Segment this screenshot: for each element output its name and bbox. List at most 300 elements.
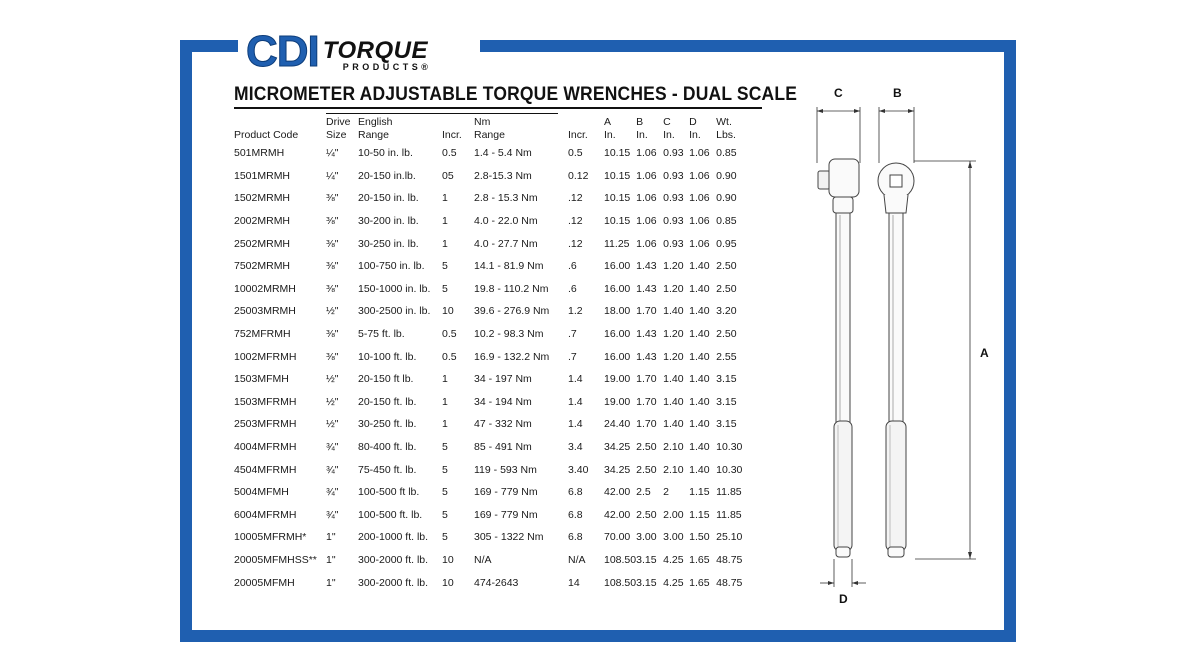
- table-cell: 1.65: [689, 553, 710, 566]
- title-rule: [234, 107, 762, 109]
- table-cell: 3.15: [716, 373, 737, 386]
- table-cell: 0.93: [663, 237, 684, 250]
- dim-d-label: D: [839, 592, 848, 606]
- table-cell: 0.85: [716, 215, 737, 228]
- column-header-top: Drive: [326, 116, 351, 128]
- table-row: [234, 278, 746, 301]
- table-cell: 3.20: [716, 305, 737, 318]
- table-cell: 3.40: [568, 463, 589, 476]
- table-cell: 3.00: [636, 531, 657, 544]
- table-cell: 300-2000 ft. lb.: [358, 553, 429, 566]
- table-row: [234, 165, 746, 188]
- table-cell: ¾": [326, 441, 339, 454]
- table-cell: 20-150 ft lb.: [358, 373, 414, 386]
- dim-a-arrow-top: [968, 161, 972, 168]
- table-cell: 1.43: [636, 350, 657, 363]
- column-header-bottom: In.: [604, 129, 616, 141]
- table-cell: ⅜": [326, 350, 339, 363]
- table-row: [234, 413, 746, 436]
- table-cell: 2.8 - 15.3 Nm: [474, 192, 538, 205]
- table-cell: 1.40: [689, 328, 710, 341]
- table-cell: 1.70: [636, 395, 657, 408]
- table-row: [234, 232, 746, 255]
- table-cell: .6: [568, 282, 577, 295]
- table-cell: 1.2: [568, 305, 583, 318]
- dim-c-arrow-right: [854, 109, 860, 113]
- logo-brand: CDI: [246, 27, 319, 76]
- table-cell: 1.15: [689, 508, 710, 521]
- table-cell: 5: [442, 260, 448, 273]
- dim-a-arrow-bottom: [968, 552, 972, 559]
- table-cell: 1: [442, 395, 448, 408]
- table-cell: 19.8 - 110.2 Nm: [474, 282, 549, 295]
- column-header: [604, 112, 636, 142]
- table-cell: 5: [442, 282, 448, 295]
- table-cell: 11.85: [716, 508, 742, 521]
- table-cell: 1.4: [568, 395, 583, 408]
- logo-sub: PRODUCTS®: [342, 62, 432, 72]
- table-cell: 0.93: [663, 147, 684, 160]
- table-cell: 20-150 ft. lb.: [358, 395, 417, 408]
- table-cell: N/A: [568, 553, 586, 566]
- table-cell: 3.15: [716, 418, 737, 431]
- table-cell: 1.70: [636, 373, 657, 386]
- table-cell: 16.00: [604, 350, 631, 363]
- column-header-top: D: [689, 116, 697, 128]
- table-cell: 30-200 in. lb.: [358, 215, 419, 228]
- table-cell: ¾": [326, 508, 339, 521]
- table-cell: 48.75: [716, 576, 743, 589]
- table-cell: 70.00: [604, 531, 631, 544]
- table-cell: 200-1000 ft. lb.: [358, 531, 429, 544]
- table-cell: 4.0 - 27.7 Nm: [474, 237, 538, 250]
- table-cell: 2.55: [716, 350, 737, 363]
- table-cell: 1.06: [636, 192, 657, 205]
- table-cell: 3.15: [636, 576, 657, 589]
- column-header-bottom: Size: [326, 129, 347, 141]
- table-cell: 1.20: [663, 350, 684, 363]
- table-cell: 1.15: [689, 486, 710, 499]
- table-cell: 16.00: [604, 260, 631, 273]
- table-row: [234, 571, 746, 594]
- table-cell: 3.15: [636, 553, 657, 566]
- table-cell: 1.20: [663, 282, 684, 295]
- table-cell: 10.15: [604, 169, 631, 182]
- table-cell: .12: [568, 237, 583, 250]
- table-cell: 14: [568, 576, 580, 589]
- table-cell: 2.50: [636, 463, 657, 476]
- table-cell: 30-250 in. lb.: [358, 237, 419, 250]
- column-header-bottom: Range: [474, 129, 505, 141]
- table-cell: 5: [442, 486, 448, 499]
- table-cell: 150-1000 in. lb.: [358, 282, 431, 295]
- table-cell: 1.43: [636, 260, 657, 273]
- table-cell: 10002MRMH: [234, 282, 296, 295]
- dim-b-label: B: [893, 86, 902, 100]
- column-header: [568, 112, 604, 142]
- table-cell: 4.25: [663, 576, 684, 589]
- table-cell: 1.40: [689, 350, 710, 363]
- table-cell: ½": [326, 418, 339, 431]
- table-cell: 2502MRMH: [234, 237, 291, 250]
- dim-a-label: A: [980, 346, 989, 360]
- table-cell: 169 - 779 Nm: [474, 508, 538, 521]
- table-cell: 0.93: [663, 169, 684, 182]
- column-header: [326, 112, 358, 142]
- table-cell: 85 - 491 Nm: [474, 441, 532, 454]
- table-cell: 5004MFMH: [234, 486, 289, 499]
- table-cell: 0.12: [568, 169, 589, 182]
- table-cell: 4.25: [663, 553, 684, 566]
- table-cell: 10.15: [604, 147, 631, 160]
- table-cell: 5: [442, 508, 448, 521]
- column-header-bottom: Incr.: [442, 129, 462, 141]
- table-cell: 300-2500 in. lb.: [358, 305, 431, 318]
- table-cell: 0.93: [663, 192, 684, 205]
- table-cell: .7: [568, 350, 577, 363]
- table-cell: 25003MRMH: [234, 305, 296, 318]
- table-cell: 1.20: [663, 260, 684, 273]
- table-cell: 1.43: [636, 328, 657, 341]
- table-cell: 34 - 197 Nm: [474, 373, 532, 386]
- table-row: [234, 345, 746, 368]
- table-cell: 10005MFRMH*: [234, 531, 307, 544]
- table-cell: 3.15: [716, 395, 737, 408]
- table-cell: 1.4 - 5.4 Nm: [474, 147, 532, 160]
- table-cell: 1.65: [689, 576, 710, 589]
- table-cell: 4504MFRMH: [234, 463, 297, 476]
- table-cell: 1002MFRMH: [234, 350, 297, 363]
- table-row: [234, 391, 746, 414]
- table-cell: 1.20: [663, 328, 684, 341]
- table-row: [234, 300, 746, 323]
- table-cell: 25.10: [716, 531, 743, 544]
- table-cell: 47 - 332 Nm: [474, 418, 532, 431]
- table-cell: 2.50: [636, 441, 657, 454]
- column-header-top: [568, 116, 604, 129]
- table-cell: 1.40: [689, 305, 710, 318]
- table-cell: 0.90: [716, 192, 737, 205]
- table-row: [234, 549, 746, 572]
- table-cell: 752MFRMH: [234, 328, 291, 341]
- table-cell: 10: [442, 305, 454, 318]
- table-cell: ⅜": [326, 328, 339, 341]
- table-cell: 1: [442, 192, 448, 205]
- table-cell: 0.85: [716, 147, 737, 160]
- table-cell: 119 - 593 Nm: [474, 463, 537, 476]
- table-cell: 1.40: [663, 305, 684, 318]
- table-cell: 3.4: [568, 441, 583, 454]
- table-row: [234, 526, 746, 549]
- table-cell: 2.50: [716, 282, 737, 295]
- column-header-top: [234, 116, 326, 129]
- table-cell: 1.40: [689, 395, 710, 408]
- dim-d-arrow-left: [828, 581, 834, 585]
- column-header-bottom: In.: [689, 129, 701, 141]
- table-cell: 1503MFMH: [234, 373, 289, 386]
- table-cell: 2.10: [663, 463, 684, 476]
- table-cell: 11.85: [716, 486, 742, 499]
- table-cell: 2.5: [636, 486, 651, 499]
- column-header-top: Wt.: [716, 116, 732, 128]
- table-cell: 18.00: [604, 305, 631, 318]
- table-cell: 100-500 ft. lb.: [358, 508, 423, 521]
- table-row: [234, 368, 746, 391]
- table-cell: ¾": [326, 463, 339, 476]
- table-cell: 1.40: [663, 373, 684, 386]
- column-header-bottom: Incr.: [568, 129, 588, 141]
- table-cell: ¼": [326, 169, 339, 182]
- table-cell: 0.95: [716, 237, 737, 250]
- table-cell: 5: [442, 463, 448, 476]
- table-cell: 0.5: [442, 350, 457, 363]
- table-cell: ¼": [326, 147, 339, 160]
- table-cell: 305 - 1322 Nm: [474, 531, 544, 544]
- table-body: [234, 142, 746, 594]
- table-cell: 169 - 779 Nm: [474, 486, 538, 499]
- table-cell: 6004MFRMH: [234, 508, 297, 521]
- table-cell: 11.25: [604, 237, 630, 250]
- table-cell: ⅜": [326, 237, 339, 250]
- table-cell: 1: [442, 215, 448, 228]
- table-cell: 1.40: [689, 418, 710, 431]
- table-cell: ½": [326, 373, 339, 386]
- table-row: [234, 436, 746, 459]
- column-header: [358, 112, 442, 142]
- table-cell: 1: [442, 237, 448, 250]
- table-row: [234, 187, 746, 210]
- frame-top-left: [180, 40, 238, 52]
- table-cell: 19.00: [604, 395, 631, 408]
- registered-mark: ®: [421, 62, 432, 72]
- table-cell: 1.40: [689, 282, 710, 295]
- table-cell: 10: [442, 553, 454, 566]
- table-cell: 5: [442, 531, 448, 544]
- column-header-bottom: Range: [358, 129, 389, 141]
- table-cell: 05: [442, 169, 454, 182]
- table-cell: 2: [663, 486, 669, 499]
- table-cell: 20005MFMHSS**: [234, 553, 317, 566]
- cdi-logo: [246, 27, 432, 76]
- column-header: [636, 112, 663, 142]
- table-cell: 474-2643: [474, 576, 519, 589]
- table-cell: 19.00: [604, 373, 631, 386]
- table-cell: 20005MFMH: [234, 576, 295, 589]
- table-cell: ⅜": [326, 282, 339, 295]
- dim-c-arrow-left: [817, 109, 823, 113]
- table-cell: 1501MRMH: [234, 169, 291, 182]
- table-cell: N/A: [474, 553, 492, 566]
- table-row: [234, 142, 746, 165]
- column-header-bottom: In.: [663, 129, 675, 141]
- table-cell: 4.0 - 22.0 Nm: [474, 215, 538, 228]
- column-header-top: A: [604, 116, 612, 128]
- wrench-diagram: [800, 75, 1010, 615]
- table-cell: 14.1 - 81.9 Nm: [474, 260, 544, 273]
- table-cell: 0.93: [663, 215, 684, 228]
- table-cell: 2.00: [663, 508, 684, 521]
- spec-table: [234, 112, 746, 594]
- table-cell: 1: [442, 418, 448, 431]
- table-cell: 10.15: [604, 192, 631, 205]
- column-header: [474, 112, 568, 142]
- table-cell: 1.40: [689, 373, 710, 386]
- table-cell: 42.00: [604, 508, 631, 521]
- table-cell: 20-150 in. lb.: [358, 192, 419, 205]
- table-row: [234, 323, 746, 346]
- table-cell: 1.40: [689, 260, 710, 273]
- table-cell: 1.43: [636, 282, 657, 295]
- table-cell: 6.8: [568, 531, 583, 544]
- table-cell: 100-750 in. lb.: [358, 260, 425, 273]
- table-cell: .6: [568, 260, 577, 273]
- table-cell: .7: [568, 328, 577, 341]
- table-cell: ½": [326, 395, 339, 408]
- table-cell: 1.4: [568, 418, 583, 431]
- table-cell: 2.50: [716, 328, 737, 341]
- table-cell: 5: [442, 441, 448, 454]
- table-cell: 1.06: [689, 192, 710, 205]
- table-cell: 2503MFRMH: [234, 418, 297, 431]
- table-cell: 75-450 ft. lb.: [358, 463, 417, 476]
- column-header: [716, 112, 746, 142]
- table-header-row: [234, 112, 746, 142]
- column-header-top: [442, 116, 474, 129]
- column-header-bottom: Product Code: [234, 129, 299, 141]
- dim-c-label: C: [834, 86, 843, 100]
- table-cell: ⅜": [326, 215, 339, 228]
- table-cell: .12: [568, 215, 583, 228]
- table-cell: 1.4: [568, 373, 583, 386]
- column-header: [234, 112, 326, 142]
- table-cell: 10.30: [716, 441, 743, 454]
- table-cell: ⅜": [326, 192, 339, 205]
- table-cell: 30-250 ft. lb.: [358, 418, 417, 431]
- table-cell: 1.70: [636, 418, 657, 431]
- table-cell: 10.15: [604, 215, 631, 228]
- dim-d-arrow-right: [852, 581, 858, 585]
- column-header-bottom: In.: [636, 129, 648, 141]
- table-cell: 1": [326, 553, 336, 566]
- table-cell: 1502MRMH: [234, 192, 291, 205]
- table-cell: 0.5: [568, 147, 583, 160]
- table-cell: 100-500 ft lb.: [358, 486, 420, 499]
- table-cell: 1.06: [689, 237, 710, 250]
- table-cell: 1.40: [663, 395, 684, 408]
- table-cell: 1503MFRMH: [234, 395, 297, 408]
- table-cell: ¾": [326, 486, 339, 499]
- table-cell: 6.8: [568, 486, 583, 499]
- table-cell: .12: [568, 192, 583, 205]
- table-cell: 1.06: [636, 147, 657, 160]
- table-cell: 6.8: [568, 508, 583, 521]
- table-cell: 1.06: [636, 237, 657, 250]
- table-cell: 24.40: [604, 418, 631, 431]
- table-cell: 1: [442, 373, 448, 386]
- table-cell: 1.06: [689, 147, 710, 160]
- table-cell: 7502MRMH: [234, 260, 291, 273]
- table-row: [234, 481, 746, 504]
- column-header-bottom: Lbs.: [716, 129, 736, 141]
- table-cell: 2002MRMH: [234, 215, 291, 228]
- table-cell: 1.06: [689, 169, 710, 182]
- table-row: [234, 458, 746, 481]
- table-cell: 3.00: [663, 531, 684, 544]
- table-cell: 1.40: [689, 463, 710, 476]
- table-cell: 1.06: [636, 169, 657, 182]
- column-header-top: B: [636, 116, 644, 128]
- table-cell: 10-100 ft. lb.: [358, 350, 417, 363]
- table-cell: 20-150 in.lb.: [358, 169, 416, 182]
- table-cell: 1.70: [636, 305, 657, 318]
- table-cell: 0.5: [442, 147, 457, 160]
- column-header: [663, 112, 689, 142]
- table-cell: 80-400 ft. lb.: [358, 441, 417, 454]
- column-header-top: English: [358, 116, 393, 128]
- table-cell: 34.25: [604, 463, 631, 476]
- column-header-top: Nm: [474, 116, 491, 128]
- table-cell: 5-75 ft. lb.: [358, 328, 405, 341]
- table-cell: 42.00: [604, 486, 631, 499]
- table-cell: ⅜": [326, 260, 339, 273]
- table-cell: 2.10: [663, 441, 684, 454]
- table-cell: 0.90: [716, 169, 737, 182]
- column-header: [442, 112, 474, 142]
- table-cell: 1.40: [663, 418, 684, 431]
- table-cell: 34.25: [604, 441, 631, 454]
- column-header-top: C: [663, 116, 671, 128]
- dim-b-arrow-right: [908, 109, 914, 113]
- table-cell: 1": [326, 531, 336, 544]
- table-cell: 10.2 - 98.3 Nm: [474, 328, 544, 341]
- table-cell: 1.40: [689, 441, 710, 454]
- table-cell: 1.06: [689, 215, 710, 228]
- table-cell: 300-2000 ft. lb.: [358, 576, 429, 589]
- table-cell: 1.06: [636, 215, 657, 228]
- table-cell: 1": [326, 576, 336, 589]
- table-cell: 16.00: [604, 282, 631, 295]
- table-cell: 4004MFRMH: [234, 441, 297, 454]
- table-cell: 501MRMH: [234, 147, 285, 160]
- table-cell: 2.50: [716, 260, 737, 273]
- table-cell: 10-50 in. lb.: [358, 147, 413, 160]
- table-cell: 10.30: [716, 463, 743, 476]
- table-cell: 39.6 - 276.9 Nm: [474, 305, 550, 318]
- table-cell: 1.50: [689, 531, 710, 544]
- dim-b-arrow-left: [879, 109, 885, 113]
- table-cell: 108.50: [604, 576, 637, 589]
- table-cell: 16.9 - 132.2 Nm: [474, 350, 550, 363]
- column-header: [689, 112, 716, 142]
- frame-top-right: [480, 40, 1016, 52]
- logo-word: TORQUE: [322, 37, 429, 64]
- page-title: MICROMETER ADJUSTABLE TORQUE WRENCHES - DUAL SCALE: [234, 84, 798, 105]
- table-cell: 10: [442, 576, 454, 589]
- table-cell: 0.5: [442, 328, 457, 341]
- table-cell: 2.50: [636, 508, 657, 521]
- table-row: [234, 210, 746, 233]
- table-cell: 108.50: [604, 553, 637, 566]
- table-cell: 2.8-15.3 Nm: [474, 169, 532, 182]
- table-cell: 48.75: [716, 553, 743, 566]
- table-row: [234, 255, 746, 278]
- table-cell: 16.00: [604, 328, 631, 341]
- table-cell: ½": [326, 305, 339, 318]
- wrench-front-view: [878, 163, 914, 557]
- table-cell: 34 - 194 Nm: [474, 395, 532, 408]
- table-row: [234, 504, 746, 527]
- wrench-side-view: [818, 159, 859, 557]
